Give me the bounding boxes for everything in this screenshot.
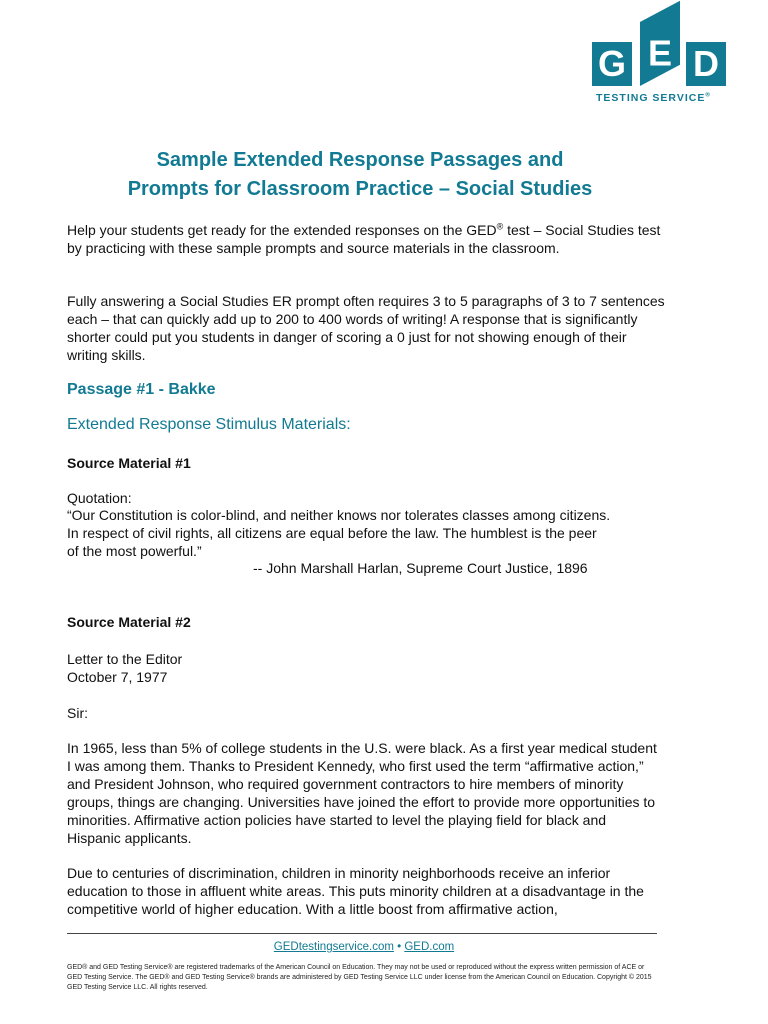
letter-date: October 7, 1977 [67, 669, 168, 685]
source-material-1-heading: Source Material #1 [67, 455, 191, 471]
logo-reg-mark: ® [705, 92, 711, 99]
title-line-2: Prompts for Classroom Practice – Social Studies [127, 178, 593, 200]
logo-letter-g: G [592, 42, 632, 86]
intro-paragraph-2: Fully answering a Social Studies ER prompt often requires 3 to 5 paragraphs of 3 to 7 sentences each – that can quickly add up to 200 to 400 words of writing! A response that is significantly shorter could put you students in danger of scoring a 0 just for not showing enough of their writing skills. [67, 293, 665, 363]
quotation-line-1: “Our Constitution is color-blind, and neither knows nor tolerates classes among citizens. [67, 507, 611, 523]
logo-letter-d: D [686, 42, 726, 86]
source-material-2-heading: Source Material #2 [67, 614, 191, 630]
ged-com-link[interactable]: GED.com [404, 941, 455, 953]
quotation-line-2: In respect of civil rights, all citizens are equal before the law. The humblest is the peer [67, 525, 597, 541]
gedtestingservice-link[interactable]: GEDtestingservice.com [273, 941, 394, 953]
letter-paragraph-1: In 1965, less than 5% of college students in the U.S. were black. As a first year medical student I was among them. Thanks to President Kennedy, who first used the term “affirmative action,” and President Johnson, who required government contractors to hire members of minority groups, things are changing. Universities have joined the effort to provide more opportunities to minorities. Affirmative action policies have started to level the playing field for black and Hispanic applicants. [67, 740, 657, 846]
logo-letter-e [640, 1, 680, 86]
title-line-1: Sample Extended Response Passages and [156, 149, 564, 171]
letter-label: Letter to the Editor [67, 651, 183, 667]
intro-paragraph-1 [67, 221, 667, 257]
quotation-label: Quotation: [67, 490, 132, 506]
passage-heading: Passage #1 - Bakke [67, 381, 216, 398]
intro-p1-part-a: Help your students get ready for the extended responses on the GED [67, 222, 497, 238]
footer-links [0, 941, 728, 953]
intro-p1-reg-mark: ® [496, 221, 504, 232]
letter-salutation: Sir: [67, 705, 88, 721]
footer-legal-text: GED® and GED Testing Service® are registered trademarks of the American Council on Education. They may not be used or reproduced without the express written permission of ACE or GED Testing Service. The GED® and GED Testing Service® brands are administered by GED Testing Service LLC under license from the American Council on Education. Copyright © 2015 GED Testing Service LLC. All rights reserved. [67, 964, 652, 991]
document-title [60, 146, 660, 204]
quotation-line-3: of the most powerful.” [67, 543, 202, 559]
stimulus-heading: Extended Response Stimulus Materials: [67, 416, 351, 433]
footer-divider [67, 933, 657, 934]
footer-separator: • [393, 941, 405, 953]
logo-subtitle [596, 92, 736, 104]
quotation-attribution: -- John Marshall Harlan, Supreme Court Justice, 1896 [253, 560, 588, 576]
intro-p1-part-b: test – Social Studies test by practicing with these sample prompts and source materials in the classroom. [67, 222, 661, 256]
ged-testing-service-logo [590, 20, 730, 110]
logo-subtitle-text: TESTING SERVICE [596, 92, 706, 104]
logo-letter-e-text: E [647, 32, 672, 74]
letter-paragraph-2: Due to centuries of discrimination, children in minority neighborhoods receive an inferior education to those in affluent white areas. This puts minority children at a disadvantage in the competitive world of higher education. With a little boost from affirmative action, [67, 865, 644, 917]
